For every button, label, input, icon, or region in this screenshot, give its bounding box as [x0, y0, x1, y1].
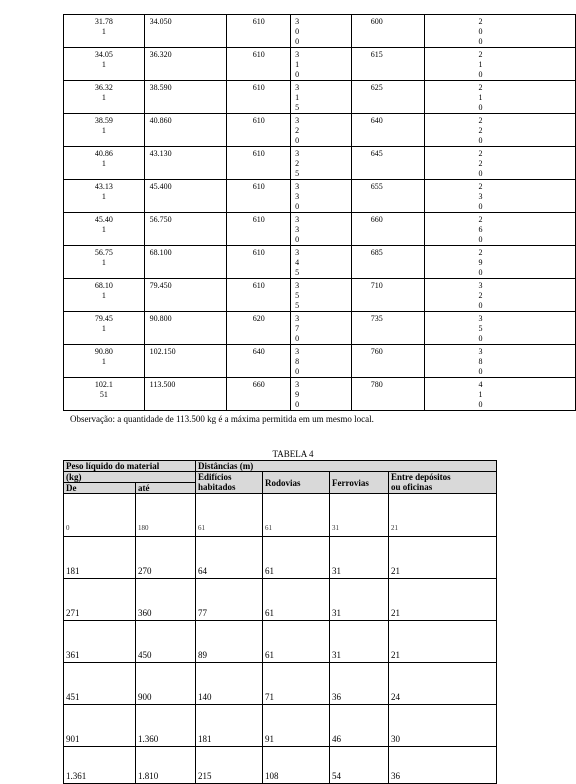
cell-c6 — [425, 180, 576, 213]
cell-c6-part: 0 — [478, 70, 483, 79]
cell-c4-part: 3 — [295, 17, 300, 26]
cell-c5: 655 — [351, 180, 425, 213]
table-row — [64, 378, 576, 411]
cell-c4-part: 3 — [295, 149, 300, 158]
cell-c4-part: 8 — [295, 357, 300, 366]
cell-c4-part: 3 — [295, 50, 300, 59]
cell-c4-part: 3 — [295, 83, 300, 92]
cell-c1 — [64, 246, 145, 279]
cell-c3: 610 — [227, 114, 291, 147]
cell-c4-part: 0 — [295, 235, 300, 244]
cell-entre: 24 — [389, 663, 497, 705]
cell-c1-part: 56.75 — [94, 248, 113, 257]
table-row — [64, 537, 497, 579]
cell-c5: 640 — [351, 114, 425, 147]
header-edificios — [196, 472, 263, 494]
header-entre — [389, 472, 497, 494]
header-entre-line1: Entre depósitos — [391, 472, 451, 482]
cell-c4-part: 3 — [295, 314, 300, 323]
cell-c2: 102.150 — [144, 345, 227, 378]
cell-c1-part: 1 — [101, 291, 106, 300]
cell-c3: 620 — [227, 312, 291, 345]
cell-c4 — [291, 312, 352, 345]
cell-c4-part: 3 — [295, 380, 300, 389]
cell-c4-part: 3 — [295, 248, 300, 257]
cell-edificios: 215 — [196, 747, 263, 784]
table-row — [64, 48, 576, 81]
quantity-distance-table-body — [64, 15, 576, 411]
cell-c1 — [64, 15, 145, 48]
cell-c6-part: 2 — [478, 291, 483, 300]
table-row — [64, 81, 576, 114]
cell-c6-part: 2 — [478, 182, 483, 191]
header-peso-unit: (kg) — [64, 472, 196, 483]
cell-c6 — [425, 345, 576, 378]
cell-c5: 660 — [351, 213, 425, 246]
cell-c4-part: 0 — [295, 202, 300, 211]
cell-c1 — [64, 312, 145, 345]
cell-c4-part: 4 — [295, 258, 300, 267]
header-de: De — [64, 483, 136, 494]
cell-edificios: 89 — [196, 621, 263, 663]
cell-ate: 180 — [136, 494, 196, 537]
observation-note: Observação: a quantidade de 113.500 kg é a máxima permitida em um mesmo local. — [70, 414, 374, 424]
cell-entre: 21 — [389, 621, 497, 663]
cell-c1-part: 79.45 — [94, 314, 113, 323]
cell-c6-part: 4 — [478, 380, 483, 389]
cell-ferrovias: 54 — [330, 747, 389, 784]
cell-c1 — [64, 345, 145, 378]
header-edificios-line2: habitados — [198, 482, 236, 492]
cell-c4-part: 5 — [295, 103, 300, 112]
cell-c1-part: 1 — [101, 60, 106, 69]
table-row — [64, 705, 497, 747]
cell-c6-part: 0 — [478, 202, 483, 211]
cell-c1-part: 1 — [101, 192, 106, 201]
cell-c4 — [291, 180, 352, 213]
cell-c6-part: 9 — [478, 258, 483, 267]
cell-entre: 21 — [389, 494, 497, 537]
cell-ate: 1.810 — [136, 747, 196, 784]
cell-c4-part: 3 — [295, 347, 300, 356]
table-row — [64, 114, 576, 147]
cell-c1-part: 34.05 — [94, 50, 113, 59]
cell-c6-part: 8 — [478, 357, 483, 366]
cell-c1-part: 40.86 — [94, 149, 113, 158]
cell-c4-part: 0 — [295, 367, 300, 376]
cell-c6 — [425, 378, 576, 411]
cell-c1 — [64, 114, 145, 147]
cell-c1-part: 1 — [101, 258, 106, 267]
cell-c5: 615 — [351, 48, 425, 81]
cell-c2: 45.400 — [144, 180, 227, 213]
cell-c1 — [64, 48, 145, 81]
cell-rodovias: 108 — [263, 747, 330, 784]
cell-c6 — [425, 213, 576, 246]
cell-c1-part: 1 — [101, 357, 106, 366]
cell-c2: 43.130 — [144, 147, 227, 180]
cell-c6-part: 2 — [478, 126, 483, 135]
cell-c1 — [64, 378, 145, 411]
cell-c4-part: 0 — [295, 27, 300, 36]
header-ferrovias: Ferrovias — [330, 472, 389, 494]
cell-c6 — [425, 147, 576, 180]
cell-de: 1.361 — [64, 747, 136, 784]
cell-c6-part: 2 — [478, 215, 483, 224]
cell-c1-part: 68.10 — [94, 281, 113, 290]
header-entre-line2: ou oficinas — [391, 482, 433, 492]
cell-c5: 600 — [351, 15, 425, 48]
cell-edificios: 61 — [196, 494, 263, 537]
cell-c2: 79.450 — [144, 279, 227, 312]
cell-c3: 610 — [227, 213, 291, 246]
table4-title: TABELA 4 — [272, 449, 314, 459]
table-row — [64, 494, 497, 537]
cell-c1-part: 90.80 — [94, 347, 113, 356]
cell-c1-part: 31.78 — [94, 17, 113, 26]
cell-c6-part: 2 — [478, 17, 483, 26]
cell-c5: 780 — [351, 378, 425, 411]
cell-c4-part: 1 — [295, 60, 300, 69]
cell-ferrovias: 31 — [330, 537, 389, 579]
cell-entre: 21 — [389, 579, 497, 621]
cell-c4 — [291, 147, 352, 180]
table4 — [63, 460, 497, 784]
cell-c1 — [64, 147, 145, 180]
cell-c6-part: 0 — [478, 400, 483, 409]
cell-c1-part: 38.59 — [94, 116, 113, 125]
cell-c1-part: 36.32 — [94, 83, 113, 92]
cell-c6-part: 2 — [478, 83, 483, 92]
cell-c3: 610 — [227, 15, 291, 48]
header-rodovias: Rodovias — [263, 472, 330, 494]
cell-c4-part: 0 — [295, 70, 300, 79]
quantity-distance-table — [63, 14, 576, 411]
cell-c4-part: 7 — [295, 324, 300, 333]
table-row — [64, 747, 497, 784]
cell-c4-part: 5 — [295, 301, 300, 310]
cell-c4-part: 3 — [295, 225, 300, 234]
cell-c5: 625 — [351, 81, 425, 114]
cell-c4 — [291, 378, 352, 411]
cell-c4-part: 9 — [295, 390, 300, 399]
cell-c6-part: 3 — [478, 314, 483, 323]
cell-c2: 68.100 — [144, 246, 227, 279]
cell-ferrovias: 31 — [330, 621, 389, 663]
cell-c3: 610 — [227, 246, 291, 279]
cell-c6-part: 3 — [478, 192, 483, 201]
cell-c6-part: 0 — [478, 103, 483, 112]
cell-c4-part: 0 — [295, 37, 300, 46]
cell-c6-part: 0 — [478, 301, 483, 310]
cell-c3: 660 — [227, 378, 291, 411]
cell-c2: 56.750 — [144, 213, 227, 246]
cell-edificios: 181 — [196, 705, 263, 747]
cell-edificios: 140 — [196, 663, 263, 705]
cell-c1 — [64, 213, 145, 246]
cell-c4-part: 3 — [295, 116, 300, 125]
cell-c4-part: 1 — [295, 93, 300, 102]
cell-entre: 30 — [389, 705, 497, 747]
cell-c6-part: 1 — [478, 390, 483, 399]
cell-de: 361 — [64, 621, 136, 663]
cell-ferrovias: 31 — [330, 579, 389, 621]
cell-c6-part: 5 — [478, 324, 483, 333]
header-peso — [64, 461, 196, 472]
cell-entre: 36 — [389, 747, 497, 784]
cell-de: 901 — [64, 705, 136, 747]
cell-c6 — [425, 114, 576, 147]
cell-c6-part: 6 — [478, 225, 483, 234]
cell-entre: 21 — [389, 537, 497, 579]
cell-c2: 113.500 — [144, 378, 227, 411]
cell-c4-part: 0 — [295, 136, 300, 145]
cell-c6 — [425, 48, 576, 81]
cell-c6-part: 2 — [478, 50, 483, 59]
cell-c6-part: 0 — [478, 235, 483, 244]
cell-rodovias: 91 — [263, 705, 330, 747]
cell-c6-part: 0 — [478, 169, 483, 178]
cell-rodovias: 61 — [263, 579, 330, 621]
cell-c4 — [291, 345, 352, 378]
cell-c1-part: 1 — [101, 159, 106, 168]
cell-c4 — [291, 15, 352, 48]
cell-c4 — [291, 279, 352, 312]
cell-c6-part: 0 — [478, 27, 483, 36]
cell-de: 271 — [64, 579, 136, 621]
cell-c4 — [291, 81, 352, 114]
cell-ferrovias: 31 — [330, 494, 389, 537]
cell-c1-part: 1 — [101, 324, 106, 333]
cell-c6-part: 0 — [478, 136, 483, 145]
cell-rodovias: 61 — [263, 494, 330, 537]
cell-c6-part: 0 — [478, 367, 483, 376]
table-row — [64, 15, 576, 48]
cell-c6 — [425, 312, 576, 345]
cell-de: 0 — [64, 494, 136, 537]
table-row — [64, 345, 576, 378]
cell-c6 — [425, 246, 576, 279]
table4-body — [64, 461, 497, 784]
cell-edificios: 77 — [196, 579, 263, 621]
cell-c5: 735 — [351, 312, 425, 345]
cell-rodovias: 61 — [263, 621, 330, 663]
cell-c3: 610 — [227, 180, 291, 213]
cell-c1 — [64, 180, 145, 213]
cell-c2: 36.320 — [144, 48, 227, 81]
cell-ate: 900 — [136, 663, 196, 705]
cell-c4-part: 0 — [295, 334, 300, 343]
cell-c3: 610 — [227, 147, 291, 180]
cell-c6-part: 0 — [478, 268, 483, 277]
cell-rodovias: 71 — [263, 663, 330, 705]
cell-c4-part: 5 — [295, 268, 300, 277]
table-row — [64, 663, 497, 705]
cell-c6 — [425, 81, 576, 114]
cell-c4-part: 3 — [295, 281, 300, 290]
cell-de: 181 — [64, 537, 136, 579]
cell-c3: 610 — [227, 81, 291, 114]
table-row — [64, 312, 576, 345]
table-row — [64, 246, 576, 279]
cell-c2: 90.800 — [144, 312, 227, 345]
cell-c6-part: 1 — [478, 93, 483, 102]
cell-c6-part: 3 — [478, 347, 483, 356]
table-row — [64, 579, 497, 621]
cell-c1-part: 43.13 — [94, 182, 113, 191]
cell-ate: 270 — [136, 537, 196, 579]
cell-ate: 450 — [136, 621, 196, 663]
cell-c6-part: 3 — [478, 281, 483, 290]
cell-c1 — [64, 81, 145, 114]
cell-c2: 38.590 — [144, 81, 227, 114]
cell-c1 — [64, 279, 145, 312]
cell-c6-part: 1 — [478, 60, 483, 69]
cell-c1-part: 1 — [101, 93, 106, 102]
cell-c5: 685 — [351, 246, 425, 279]
cell-c1-part: 1 — [101, 126, 106, 135]
cell-c4 — [291, 246, 352, 279]
cell-ferrovias: 36 — [330, 663, 389, 705]
cell-c4 — [291, 48, 352, 81]
cell-ferrovias: 46 — [330, 705, 389, 747]
cell-c4-part: 3 — [295, 215, 300, 224]
header-edificios-line1: Edifícios — [198, 472, 232, 482]
cell-c4 — [291, 114, 352, 147]
cell-c5: 710 — [351, 279, 425, 312]
cell-c3: 610 — [227, 279, 291, 312]
cell-c4-part: 2 — [295, 126, 300, 135]
header-ate: até — [136, 483, 196, 494]
cell-c6 — [425, 15, 576, 48]
cell-c4-part: 2 — [295, 159, 300, 168]
cell-c6-part: 2 — [478, 248, 483, 257]
cell-c1-part: 51 — [99, 390, 108, 399]
cell-c6-part: 2 — [478, 116, 483, 125]
cell-c1-part: 45.40 — [94, 215, 113, 224]
table-row — [64, 213, 576, 246]
cell-edificios: 64 — [196, 537, 263, 579]
cell-c4-part: 0 — [295, 400, 300, 409]
cell-c4-part: 3 — [295, 192, 300, 201]
cell-c2: 34.050 — [144, 15, 227, 48]
cell-c5: 760 — [351, 345, 425, 378]
table-row — [64, 147, 576, 180]
cell-ate: 360 — [136, 579, 196, 621]
cell-c4-part: 5 — [295, 291, 300, 300]
cell-c4-part: 3 — [295, 182, 300, 191]
cell-c6-part: 2 — [478, 149, 483, 158]
cell-c1-part: 1 — [101, 27, 106, 36]
cell-c2: 40.860 — [144, 114, 227, 147]
cell-c6 — [425, 279, 576, 312]
cell-c6-part: 0 — [478, 334, 483, 343]
cell-c6-part: 2 — [478, 159, 483, 168]
cell-c3: 640 — [227, 345, 291, 378]
table-row — [64, 621, 497, 663]
header-peso-line1: Peso líquido do material — [66, 461, 160, 471]
table-row — [64, 180, 576, 213]
cell-rodovias: 61 — [263, 537, 330, 579]
cell-c5: 645 — [351, 147, 425, 180]
cell-c4-part: 5 — [295, 169, 300, 178]
header-distancias: Distâncias (m) — [196, 461, 497, 472]
cell-ate: 1.360 — [136, 705, 196, 747]
cell-c6-part: 0 — [478, 37, 483, 46]
cell-c1-part: 102.1 — [94, 380, 113, 389]
table-row — [64, 279, 576, 312]
cell-c1-part: 1 — [101, 225, 106, 234]
cell-c3: 610 — [227, 48, 291, 81]
cell-de: 451 — [64, 663, 136, 705]
cell-c4 — [291, 213, 352, 246]
